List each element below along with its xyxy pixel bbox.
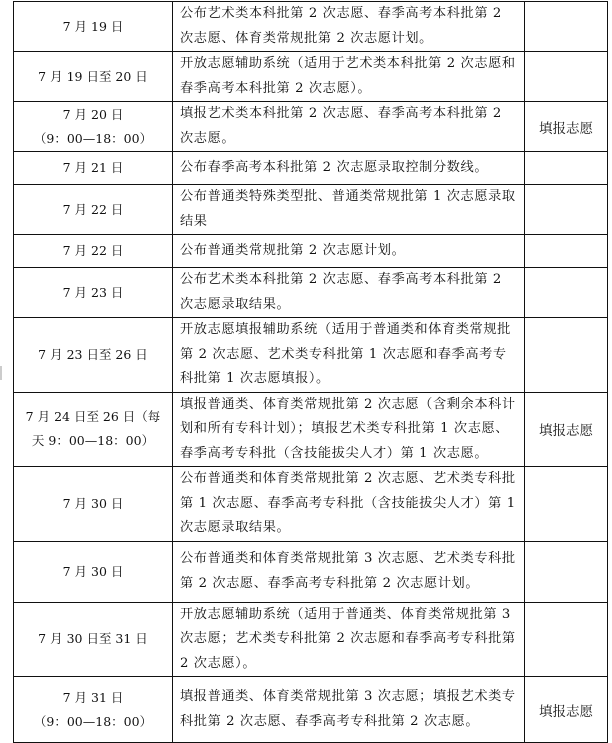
schedule-row bbox=[14, 541, 608, 602]
schedule-row bbox=[14, 52, 608, 102]
description-cell: 开放志愿辅助系统（适用于普通类、体育类常规批第 3 次志愿；艺术类专科批第 2 次志愿和春季高考专科批第 2 次志愿）。 bbox=[173, 602, 525, 677]
note-cell bbox=[525, 52, 608, 102]
schedule-row bbox=[14, 602, 608, 677]
date-cell bbox=[14, 152, 173, 185]
note-cell: 填报志愿 bbox=[525, 392, 608, 467]
schedule-row bbox=[14, 102, 608, 152]
date-cell bbox=[14, 2, 173, 52]
note-cell bbox=[525, 235, 608, 268]
note-cell: 填报志愿 bbox=[525, 677, 608, 743]
date-line: 7 月 30 日至 31 日 bbox=[38, 631, 148, 647]
description-cell: 公布普通类和体育类常规批第 3 次志愿、艺术类专科批第 2 次志愿、春季高考专科批第 2 次志愿计划。 bbox=[173, 541, 525, 602]
date-cell bbox=[14, 677, 173, 743]
description-cell: 公布普通类特殊类型批、普通类常规批第 1 次志愿录取结果 bbox=[173, 185, 525, 235]
date-line: 7 月 19 日至 20 日 bbox=[38, 68, 148, 84]
note-cell bbox=[525, 318, 608, 393]
page-edge-mark bbox=[0, 366, 2, 380]
date-cell bbox=[14, 102, 173, 152]
description-cell: 公布普通类常规批第 2 次志愿计划。 bbox=[173, 235, 525, 268]
date-cell bbox=[14, 318, 173, 393]
date-line: 7 月 24 日至 26 日（每 bbox=[25, 409, 161, 425]
note-cell bbox=[525, 2, 608, 52]
date-line: 7 月 30 日 bbox=[62, 563, 124, 579]
note-cell bbox=[525, 467, 608, 542]
schedule-row bbox=[14, 235, 608, 268]
schedule-row bbox=[14, 467, 608, 542]
schedule-row bbox=[14, 392, 608, 467]
date-line: 7 月 19 日 bbox=[62, 18, 124, 34]
description-cell: 公布普通类和体育类常规批第 2 次志愿、艺术类专科批第 1 次志愿、春季高考专科批（含技能拔尖人才）第 1 次志愿录取结果。 bbox=[173, 467, 525, 542]
date-cell bbox=[14, 541, 173, 602]
date-cell bbox=[14, 235, 173, 268]
date-cell bbox=[14, 392, 173, 467]
description-cell: 公布艺术类本科批第 2 次志愿、春季高考本科批第 2 次志愿录取结果。 bbox=[173, 268, 525, 318]
description-cell: 填报艺术类本科批第 2 次志愿、春季高考本科批第 2 次志愿。 bbox=[173, 102, 525, 152]
date-line: （9：00—18：00） bbox=[33, 713, 153, 729]
date-line: 7 月 31 日 bbox=[62, 689, 124, 705]
schedule-row bbox=[14, 152, 608, 185]
date-cell bbox=[14, 268, 173, 318]
description-cell: 填报普通类、体育类常规批第 3 次志愿；填报艺术类专科批第 2 次志愿、春季高考专科批第 2 次志愿。 bbox=[173, 677, 525, 743]
description-cell: 填报普通类、体育类常规批第 2 次志愿（含剩余本科计划和所有专科计划）；填报艺术类专科批第 1 次志愿、春季高考专科批（含技能拔尖人才）第 1 次志愿。 bbox=[173, 392, 525, 467]
schedule-row bbox=[14, 677, 608, 743]
date-line: 7 月 30 日 bbox=[62, 495, 124, 511]
description-cell: 公布艺术类本科批第 2 次志愿、春季高考本科批第 2 次志愿、体育类常规批第 2 次志愿计划。 bbox=[173, 2, 525, 52]
date-cell bbox=[14, 52, 173, 102]
date-line: （9：00—18：00） bbox=[33, 130, 153, 146]
description-cell: 公布春季高考本科批第 2 次志愿录取控制分数线。 bbox=[173, 152, 525, 185]
date-cell bbox=[14, 602, 173, 677]
schedule-row bbox=[14, 268, 608, 318]
date-line: 7 月 23 日至 26 日 bbox=[38, 346, 148, 362]
schedule-row bbox=[14, 2, 608, 52]
date-cell bbox=[14, 185, 173, 235]
note-cell bbox=[525, 268, 608, 318]
note-cell bbox=[525, 152, 608, 185]
date-line: 天 9：00—18：00） bbox=[31, 433, 155, 449]
date-line: 7 月 21 日 bbox=[62, 160, 124, 175]
note-cell bbox=[525, 541, 608, 602]
date-line: 7 月 22 日 bbox=[62, 243, 124, 258]
note-cell bbox=[525, 602, 608, 677]
schedule-row bbox=[14, 185, 608, 235]
schedule-row bbox=[14, 318, 608, 393]
description-cell: 开放志愿填报辅助系统（适用于普通类和体育类常规批第 2 次志愿、艺术类专科批第 1 次志愿和春季高考专科批第 1 次志愿填报）。 bbox=[173, 318, 525, 393]
date-line: 7 月 22 日 bbox=[62, 201, 124, 217]
date-line: 7 月 23 日 bbox=[62, 284, 124, 300]
date-line: 7 月 20 日 bbox=[62, 106, 124, 122]
date-cell bbox=[14, 467, 173, 542]
admission-schedule-table bbox=[13, 1, 608, 743]
note-cell bbox=[525, 185, 608, 235]
description-cell: 开放志愿辅助系统（适用于艺术类本科批第 2 次志愿和春季高考本科批第 2 次志愿）。 bbox=[173, 52, 525, 102]
note-cell: 填报志愿 bbox=[525, 102, 608, 152]
